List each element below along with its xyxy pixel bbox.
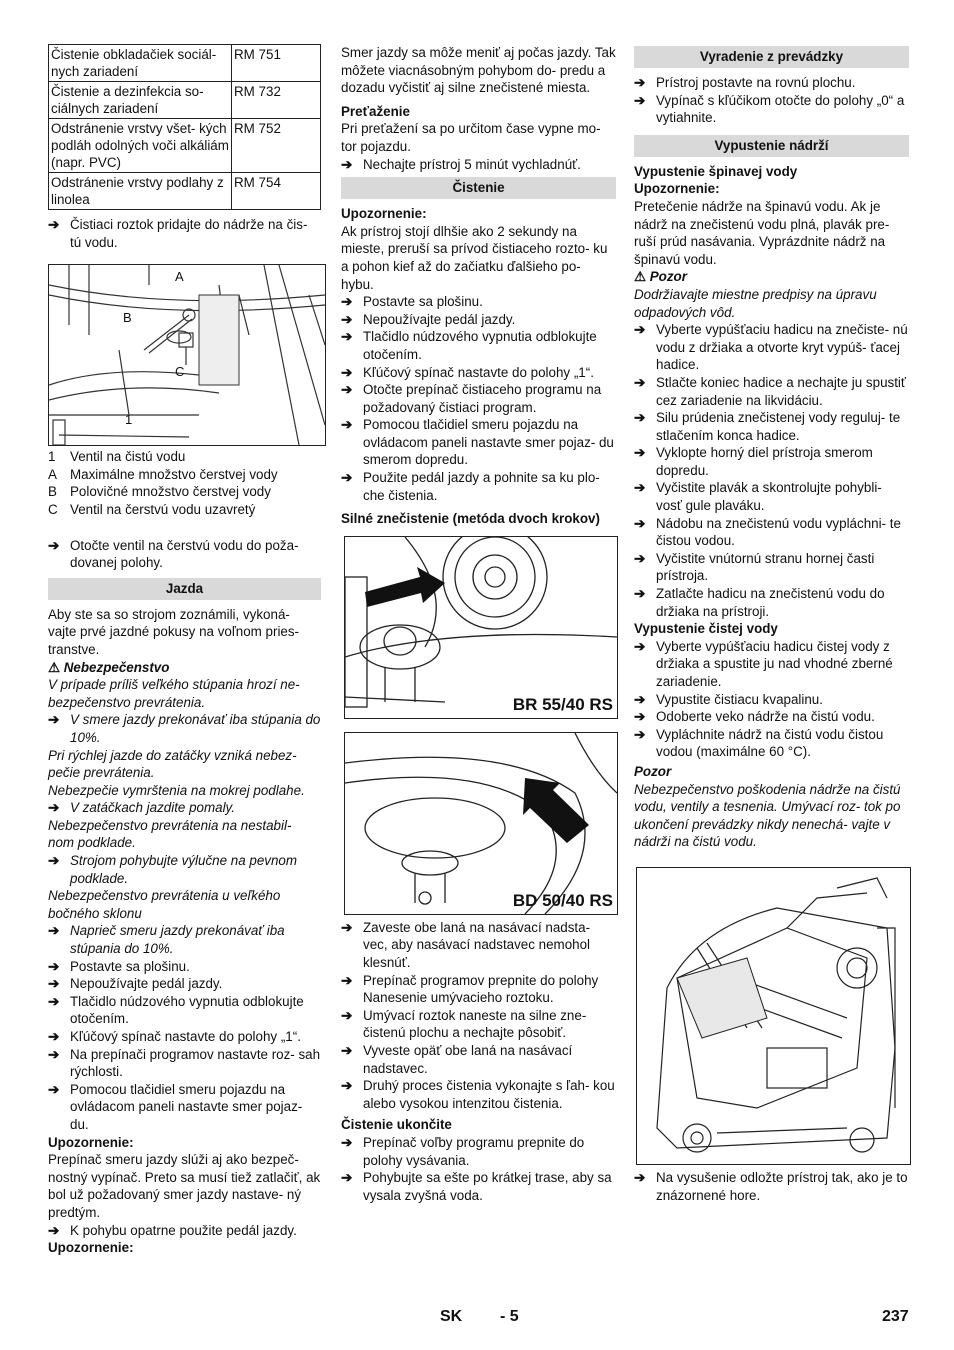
fig-label-c: C <box>175 364 185 380</box>
note-title: Upozornenie: <box>634 181 720 197</box>
table-row <box>49 82 321 119</box>
danger-step: ➔ Naprieč smeru jazdy prekonávať iba stúpania do 10%. <box>48 923 285 957</box>
arrow-icon: ➔ <box>341 470 353 486</box>
warning-triangle-icon: ⚠ <box>48 659 61 675</box>
arrow-icon: ➔ <box>48 1081 60 1097</box>
arrow-icon: ➔ <box>48 217 60 232</box>
figure-valve <box>48 264 326 446</box>
arrow-icon: ➔ <box>48 1222 60 1238</box>
arrow-icon: ➔ <box>341 382 353 398</box>
arrow-icon: ➔ <box>48 853 60 869</box>
arrow-icon: ➔ <box>341 1007 353 1023</box>
heavy-dirt-title: Silné znečistenie (metóda dvoch krokov) <box>341 511 600 527</box>
danger-text: V prípade príliš veľkého stúpania hrozí ne- bezpečenstvo prevrátenia. <box>48 677 300 710</box>
table-cell-desc: Odstránenie vrstvy podlahy z linolea <box>49 173 232 210</box>
arrow-icon: ➔ <box>634 1169 646 1185</box>
legend-item: A Maximálne množstvo čerstvej vody <box>48 466 278 482</box>
dirty-step: ➔ Vyčistite plavák a skontrolujte pohybli- vosť gule plaváku. <box>634 480 882 514</box>
drive-step: ➔ Tlačidlo núdzového vypnutia odblokujte otočením. <box>48 993 304 1027</box>
arrow-icon: ➔ <box>341 919 353 935</box>
arrow-icon: ➔ <box>341 156 353 172</box>
clean-water-step: ➔ Vypustite čistiacu kvapalinu. <box>634 691 823 707</box>
arrow-icon: ➔ <box>341 1170 353 1186</box>
valve-illustration <box>49 265 325 445</box>
brush-illustration-bd <box>345 733 617 914</box>
arrow-icon: ➔ <box>341 311 353 327</box>
note-text: Ak prístroj stojí dlhšie ako 2 sekundy na mieste, preruší sa prívod čistiaceho rozto- ku a pohon kief až do začiatku ďalšieho po- hybu. <box>341 223 608 292</box>
fig-label-a: A <box>175 269 184 285</box>
arrow-icon: ➔ <box>341 417 353 433</box>
heavy-step: ➔ Zaveste obe laná na nasávací nadsta- vec, aby nasávací nadstavec nemohol klesnúť. <box>341 919 591 971</box>
arrow-icon: ➔ <box>48 712 60 728</box>
drive-continued: Smer jazdy sa môže meniť aj počas jazdy. Tak môžete viacnásobným pohybom do- predu a dozadu vyčistiť aj silne znečistené miesta. <box>341 45 616 96</box>
table-cell-code: RM 754 <box>232 173 321 210</box>
arrow-icon: ➔ <box>634 726 646 742</box>
danger-step: ➔ Strojom pohybujte výlučne na pevnom podklade. <box>48 853 298 886</box>
table-row <box>49 173 321 210</box>
dirty-step: ➔ Vyberte vypúšťaciu hadicu na znečiste- nú vodu z držiaka a otvorte kryt vypúš- ťacej hadice. <box>634 322 908 373</box>
clean-step: ➔ Použite pedál jazdy a pohnite sa ku plo- che čistenia. <box>341 470 600 503</box>
arrow-icon: ➔ <box>48 923 60 939</box>
caution-title: ⚠ Pozor <box>634 269 687 285</box>
brush-illustration-br <box>345 537 617 718</box>
warning-triangle-icon: ⚠ <box>634 269 647 285</box>
footer-language: SK <box>440 1308 463 1325</box>
arrow-icon: ➔ <box>634 445 646 461</box>
heavy-step: ➔ Vyveste opäť obe laná na nasávací nadstavec. <box>341 1043 573 1076</box>
arrow-icon: ➔ <box>634 709 646 725</box>
dirty-step: ➔ Zatlačte hadicu na znečistenú vodu do držiaka na prístroji. <box>634 586 885 619</box>
arrow-icon: ➔ <box>634 322 646 338</box>
step-detergent: ➔ Čistiaci roztok pridajte do nádrže na čis- tú vodu. <box>48 217 308 250</box>
note-title: Upozornenie: <box>48 1240 134 1256</box>
caution-text: Nebezpečenstvo poškodenia nádrže na čistú vodu, ventily a tesnenia. Umývací roz- tok po ukončení prevádzky nikdy nenechá- vajte v nádrži na čistú vodu. <box>634 781 901 850</box>
fig-label-bd: BD 50/40 RS <box>512 891 613 911</box>
clean-water-step: ➔ Vypláchnite nádrž na čistú vodu čistou vodou (maximálne 60 °C). <box>634 726 884 760</box>
table-cell-code: RM 752 <box>232 119 321 173</box>
figure-legend <box>48 448 321 518</box>
arrow-icon: ➔ <box>341 364 353 380</box>
arrow-icon: ➔ <box>341 329 353 345</box>
drive-step: ➔ Na prepínači programov nastavte roz- sah rýchlosti. <box>48 1046 321 1080</box>
table-cell-desc: Odstránenie vrstvy všet- kých podláh odolných voči alkáliám (napr. PVC) <box>49 119 232 173</box>
overload-step: ➔ Nechajte prístroj 5 minút vychladnúť. <box>341 156 581 172</box>
dirty-water-title: Vypustenie špinavej vody <box>634 163 798 179</box>
footer-local-page: - 5 <box>500 1308 519 1325</box>
end-cleaning-title: Čistenie ukončite <box>341 1117 452 1133</box>
program-table <box>48 44 321 210</box>
danger-text: Nebezpečenstvo prevrátenia u veľkého bočného sklonu <box>48 888 281 921</box>
clean-step: ➔ Postavte sa plošinu. <box>341 294 483 310</box>
arrow-icon: ➔ <box>341 1134 353 1150</box>
drive-step: ➔ Postavte sa plošinu. <box>48 958 190 974</box>
danger-text: Nebezpečenstvo prevrátenia na nestabil- nom podklade. <box>48 817 292 851</box>
note-title: Upozornenie: <box>341 206 427 222</box>
caution-title: Pozor <box>634 763 672 779</box>
dirty-step: ➔ Stlačte koniec hadice a nechajte ju spustiť cez zariadenie na likvidáciu. <box>634 374 906 408</box>
section-heading-drive: Jazda <box>48 578 321 600</box>
drive-step: ➔ Nepoužívajte pedál jazdy. <box>48 976 223 992</box>
machine-illustration <box>637 868 910 1164</box>
table-row <box>49 45 321 82</box>
table-row <box>49 119 321 173</box>
arrow-icon: ➔ <box>341 1078 353 1094</box>
table-cell-desc: Čistenie obkladačiek sociál- nych zariadení <box>49 45 232 82</box>
caution-text: Dodržiavajte miestne predpisy na úpravu odpadových vôd. <box>634 286 877 320</box>
clean-water-step: ➔ Odoberte veko nádrže na čistú vodu. <box>634 709 875 725</box>
danger-text: Pri rýchlej jazde do zatáčky vzniká nebez- pečie prevrátenia. <box>48 747 297 781</box>
note-title: Upozornenie: <box>48 1134 134 1150</box>
section-heading-cleaning: Čistenie <box>341 177 616 199</box>
section-heading-decommission: Vyradenie z prevádzky <box>634 46 909 68</box>
arrow-icon: ➔ <box>341 972 353 988</box>
figure-br <box>344 536 618 719</box>
end-step: ➔ Pohybujte sa ešte po krátkej trase, aby sa vysala zvyšná voda. <box>341 1170 612 1203</box>
end-step: ➔ Prepínač voľby programu prepnite do polohy vysávania. <box>341 1134 585 1168</box>
arrow-icon: ➔ <box>634 92 646 108</box>
clean-step: ➔ Pomocou tlačidiel smeru pojazdu na ovládacom paneli nastavte smer pojaz- du smerom dopredu. <box>341 417 614 468</box>
heavy-step: ➔ Prepínač programov prepnite do polohy Nanesenie umývacieho roztoku. <box>341 972 599 1006</box>
arrow-icon: ➔ <box>634 75 646 90</box>
drive-step: ➔ K pohybu opatrne použite pedál jazdy. <box>48 1222 297 1238</box>
fig-label-1: 1 <box>125 412 133 428</box>
arrow-icon: ➔ <box>48 800 60 816</box>
arrow-icon: ➔ <box>634 410 646 426</box>
arrow-icon: ➔ <box>48 537 60 553</box>
arrow-icon: ➔ <box>341 1043 353 1058</box>
arrow-icon: ➔ <box>634 586 646 602</box>
danger-text: Nebezpečie vymrštenia na mokrej podlahe. <box>48 782 305 798</box>
decom-step: ➔ Vypínač s kľúčikom otočte do polohy „0“ a vytiahnite. <box>634 92 905 126</box>
clean-water-title: Vypustenie čistej vody <box>634 621 778 637</box>
note-text: Pretečenie nádrže na špinavú vodu. Ak je nádrž na znečistenú vodu plná, plavák pre- ruší prúd nasávania. Vyprázdnite nádrž na špinavú vodu. <box>634 198 890 267</box>
column-2 <box>341 44 616 1204</box>
danger-step: ➔ V smere jazdy prekonávať iba stúpania do 10%. <box>48 712 321 745</box>
clean-step: ➔ Nepoužívajte pedál jazdy. <box>341 311 516 327</box>
arrow-icon: ➔ <box>634 550 646 566</box>
arrow-icon: ➔ <box>48 993 60 1009</box>
drive-intro: Aby ste sa so strojom zoznámili, vykoná- vajte prvé jazdné pokusy na voľnom pries- transtve. <box>48 606 300 657</box>
arrow-icon: ➔ <box>634 480 646 496</box>
overload-title: Preťaženie <box>341 103 410 119</box>
drive-step: ➔ Pomocou tlačidiel smeru pojazdu na ovládacom paneli nastavte smer pojaz- du. <box>48 1081 303 1132</box>
arrow-icon: ➔ <box>48 976 60 992</box>
fig-label-b: B <box>123 310 132 326</box>
arrow-icon: ➔ <box>634 691 646 707</box>
dirty-step: ➔ Vyklopte horný diel prístroja smerom dopredu. <box>634 445 873 478</box>
legend-item: C Ventil na čerstvú vodu uzavretý <box>48 501 256 517</box>
overload-text: Pri preťažení sa po určitom čase vypne mo- tor pojazdu. <box>341 121 601 154</box>
arrow-icon: ➔ <box>634 638 646 654</box>
dirty-step: ➔ Nádobu na znečistenú vodu vypláchni- te čistou vodou. <box>634 515 901 549</box>
column-1 <box>48 44 321 1257</box>
fig-label-br: BR 55/40 RS <box>512 695 613 715</box>
arrow-icon: ➔ <box>634 515 646 531</box>
section-heading-drain: Vypustenie nádrží <box>634 135 909 157</box>
note-text: Prepínač smeru jazdy slúži aj ako bezpeč- nostný vypínač. Preto sa musí tiež zatlačiť, ak bol už požadovaný smer jazdy nastave- ný predtým. <box>48 1152 321 1220</box>
danger-title: ⚠ Nebezpečenstvo <box>48 659 170 675</box>
danger-step: ➔ V zatáčkach jazdite pomaly. <box>48 800 235 816</box>
column-3 <box>634 44 909 1204</box>
footer-page-number: 237 <box>882 1308 909 1325</box>
legend-item: 1 Ventil na čistú vodu <box>48 449 186 465</box>
dirty-step: ➔ Silu prúdenia znečistenej vody reguluj- te stlačením konca hadice. <box>634 410 901 443</box>
arrow-icon: ➔ <box>341 294 353 310</box>
arrow-icon: ➔ <box>634 374 646 390</box>
table-cell-code: RM 751 <box>232 45 321 82</box>
arrow-icon: ➔ <box>48 1046 60 1062</box>
clean-step: ➔ Tlačidlo núdzového vypnutia odblokujte otočením. <box>341 329 597 362</box>
heavy-step: ➔ Umývací roztok naneste na silne zne- čistenú plochu a nechajte pôsobiť. <box>341 1007 587 1041</box>
legend-item: B Polovičné množstvo čerstvej vody <box>48 484 271 500</box>
heavy-step: ➔ Druhý proces čistenia vykonajte s ľah- kou alebo vysokou intenzitou čistenia. <box>341 1078 615 1111</box>
clean-step: ➔ Otočte prepínač čistiaceho programu na požadovaný čistiaci program. <box>341 382 602 415</box>
drive-step: ➔ Kľúčový spínač nastavte do polohy „1“. <box>48 1029 301 1044</box>
dirty-step: ➔ Vyčistite vnútornú stranu hornej časti prístroja. <box>634 550 875 584</box>
step-valve: ➔ Otočte ventil na čerstvú vodu do poža- dovanej polohy. <box>48 537 299 571</box>
figure-machine <box>636 867 911 1165</box>
clean-water-step: ➔ Vyberte vypúšťaciu hadicu čistej vody z držiaka a spustite ju nad vhodné zberné zariadenie. <box>634 638 893 689</box>
arrow-icon: ➔ <box>48 1029 60 1044</box>
table-cell-code: RM 732 <box>232 82 321 119</box>
clean-step: ➔ Kľúčový spínač nastavte do polohy „1“. <box>341 364 594 380</box>
arrow-icon: ➔ <box>48 958 60 974</box>
final-step: ➔ Na vysušenie odložte prístroj tak, ako je to znázornené hore. <box>634 1169 908 1203</box>
table-cell-desc: Čistenie a dezinfekcia so- ciálnych zariadení <box>49 82 232 119</box>
figure-bd <box>344 732 618 915</box>
decom-step: ➔ Prístroj postavte na rovnú plochu. <box>634 75 856 90</box>
